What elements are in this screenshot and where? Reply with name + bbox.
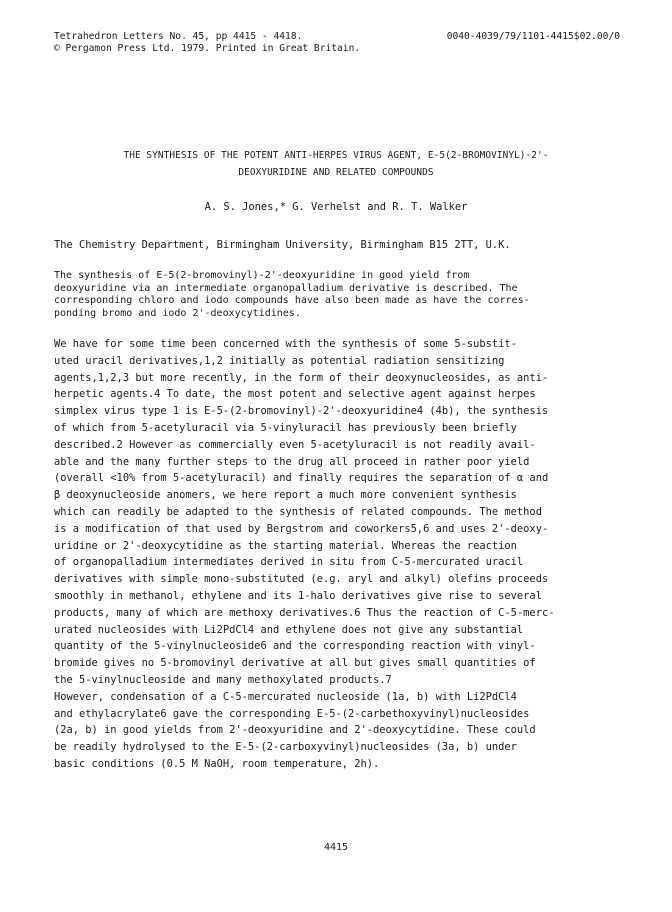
body-line: uridine or 2'-deoxycytidine as the starting material. Whereas the reaction	[54, 539, 517, 552]
journal-header	[54, 31, 360, 55]
copyright-line: © Pergamon Press Ltd. 1979. Printed in Great Britain.	[54, 43, 361, 54]
body-line: products, many of which are methoxy derivatives.6 Thus the reaction of C-5-merc-	[54, 606, 555, 619]
body-line: be readily hydrolysed to the E-5-(2-carboxyvinyl)nucleosides (3a, b) under	[54, 741, 517, 754]
body-line: uted uracil derivatives,1,2 initially as potential radiation sensitizing	[54, 354, 505, 367]
abstract-line: deoxyuridine via an intermediate organopalladium derivative is described. The	[54, 282, 518, 294]
body-line: herpetic agents.4 To date, the most potent and selective agent against herpes	[54, 388, 536, 401]
body-line: β deoxynucleoside anomers, we here report a much more convenient synthesis	[54, 489, 517, 502]
body-line: bromide gives no 5-bromovinyl derivative at all but gives small quantities of	[54, 657, 536, 670]
body-line: basic conditions (0.5 M NaOH, room temperature, 2h).	[54, 757, 380, 770]
body-line: urated nucleosides with Li2PdCl4 and ethylene does not give any substantial	[54, 623, 524, 636]
abstract-line: The synthesis of E-5(2-bromovinyl)-2'-deoxyuridine in good yield from	[54, 270, 470, 281]
body-line: (overall <10% from 5-acetyluracil) and finally requires the separation of α and	[54, 472, 549, 485]
journal-citation: Tetrahedron Letters No. 45, pp 4415 - 4418.	[54, 31, 303, 42]
body-line: (2a, b) in good yields from 2'-deoxyuridine and 2'-deoxycytidine. These could	[54, 724, 536, 737]
body-line: which can readily be adapted to the synthesis of related compounds. The method	[54, 505, 542, 518]
body-line: of which from 5-acetyluracil via 5-vinyluracil has previously been briefly	[54, 421, 517, 434]
abstract	[54, 270, 622, 320]
author-list: A. S. Jones,* G. Verhelst and R. T. Walker	[204, 201, 468, 213]
affiliation: The Chemistry Department, Birmingham University, Birmingham B15 2TT, U.K.	[54, 239, 511, 251]
title-line-1: THE SYNTHESIS OF THE POTENT ANTI-HERPES VIRUS AGENT, E-5(2-BROMOVINYL)-2'-	[123, 150, 549, 161]
body-line: smoothly in methanol, ethylene and its 1-halo derivatives give rise to several	[54, 589, 542, 602]
abstract-line: ponding bromo and iodo 2'-deoxycytidines.	[54, 307, 301, 319]
body-line: the 5-vinylnucleoside and many methoxylated products.7	[54, 673, 392, 686]
paper-title	[40, 147, 632, 181]
body-line: able and the many further steps to the drug all proceed in rather poor yield	[54, 455, 530, 468]
body-line: is a modification of that used by Bergstrom and coworkers5,6 and uses 2'-deoxy-	[54, 522, 549, 535]
body-line: of organopalladium intermediates derived in situ from C-5-mercurated uracil	[54, 556, 524, 569]
body-line: derivatives with simple mono-substituted (e.g. aryl and alkyl) olefins proceeds	[54, 573, 549, 586]
body-line: quantity of the 5-vinylnucleoside6 and the corresponding reaction with vinyl-	[54, 640, 536, 653]
abstract-line: corresponding chloro and iodo compounds have also been made as have the corres-	[54, 295, 530, 306]
body-line: described.2 However as commercially even 5-acetyluracil is not readily avail-	[54, 438, 536, 451]
body-line: and ethylacrylate6 gave the corresponding E-5-(2-carbethoxyvinyl)nucleosides	[54, 707, 530, 720]
body-line: simplex virus type 1 is E-5-(2-bromovinyl)-2'-deoxyuridine4 (4b), the synthesis	[54, 405, 549, 418]
article-code: 0040-4039/79/1101-4415$02.00/0	[446, 31, 620, 42]
body-text	[54, 336, 622, 773]
body-line: However, condensation of a C-5-mercurated nucleoside (1a, b) with Li2PdCl4	[54, 690, 517, 703]
page-number: 4415	[323, 842, 349, 853]
body-line: agents,1,2,3 but more recently, in the form of their deoxynucleosides, as anti-	[54, 371, 549, 384]
title-line-2: DEOXYURIDINE AND RELATED COMPOUNDS	[238, 167, 434, 178]
body-line: We have for some time been concerned with the synthesis of some 5-substit-	[54, 338, 517, 350]
